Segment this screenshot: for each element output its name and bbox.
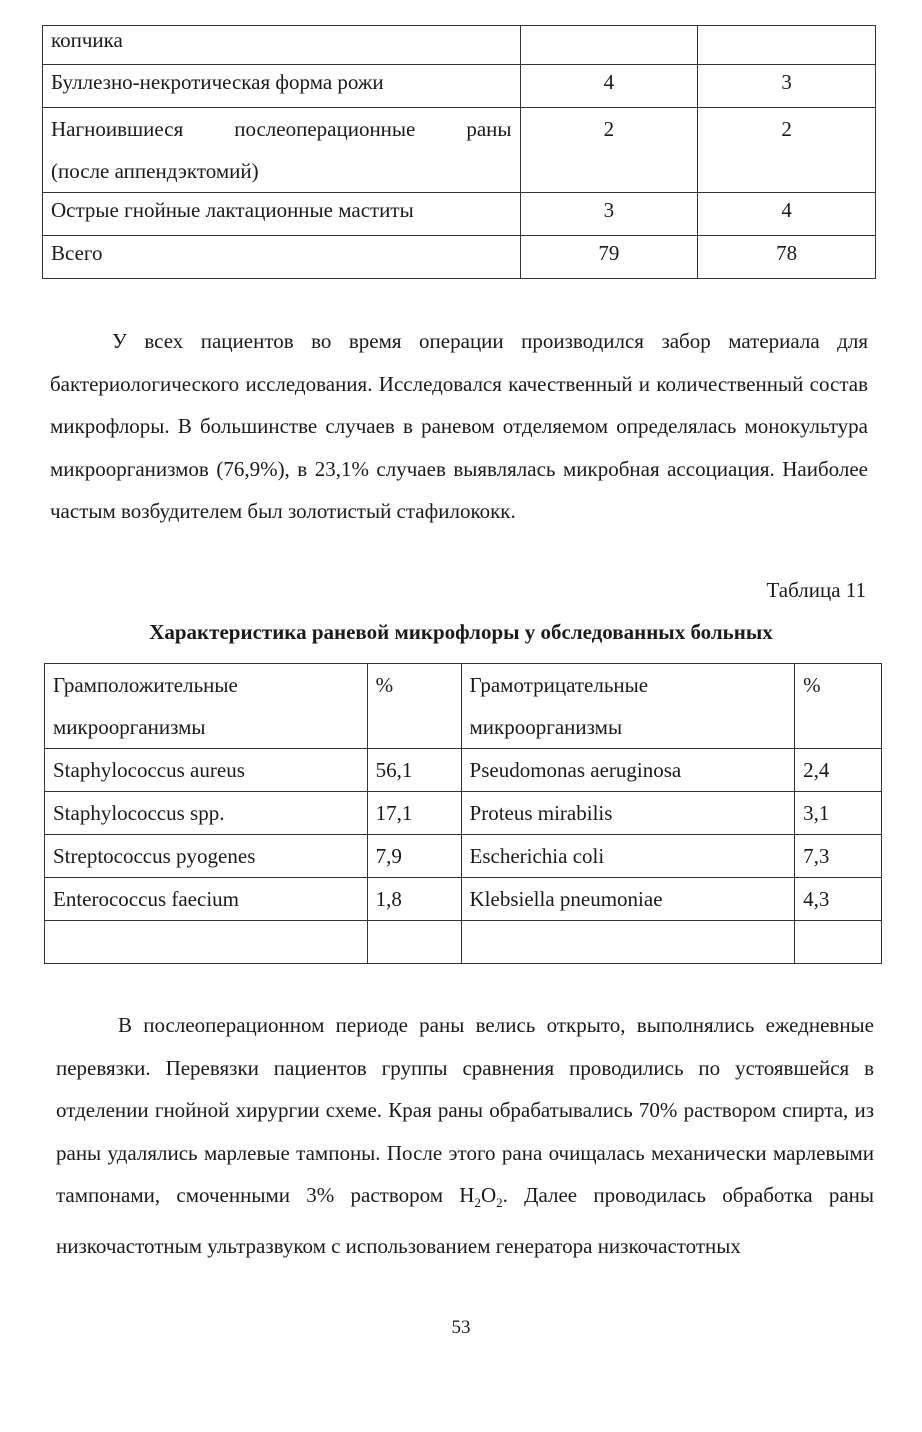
paragraph-text: . Далее проводилась обработка раны низкочастотным ультразвуком с использованием генератора низкочастотных [56,1183,874,1259]
table-cell: 4 [698,193,876,236]
table-cell: 78 [698,236,876,279]
table-number: Таблица 11 [766,578,866,602]
table-cell: 7,9 [367,835,461,878]
table-cell: Enterococcus faecium [45,878,368,921]
header-cell [45,664,368,749]
table-cell: 79 [520,236,698,279]
header-line: Грамотрицательные [469,673,649,697]
table-cell [698,26,876,65]
table-title: Характеристика раневой микрофлоры у обследованных больных [149,620,773,644]
paragraph-text: O [480,1183,497,1208]
table-cell: 3 [698,65,876,108]
table-cell: 7,3 [795,835,882,878]
table-row [45,878,882,921]
table-cell [795,921,882,964]
table-row [43,193,876,236]
table-header-row [45,664,882,749]
table-cell: Staphylococcus aureus [45,749,368,792]
table-cell: Proteus mirabilis [461,792,795,835]
table-cell: 3,1 [795,792,882,835]
table-cell: Staphylococcus spp. [45,792,368,835]
table-cell: Буллезно-некротическая форма рожи [43,65,521,108]
page-number: 53 [451,1317,471,1338]
subscript: 2 [474,1195,481,1211]
paragraph-text: В послеоперационном периоде раны велись открыто, выполнялись ежедневные перевязки. Перевязки пациентов группы сравнения проводились по устоявшейся в отделении гнойной хирургии схеме. Края раны обрабатывались 70% раствором спирта, из раны удалялись марлевые тампоны. После этого рана очищалась механически марлевыми тампонами, смоченными 3% раствором H [56,1013,874,1208]
table-row [43,108,876,193]
table-row [45,921,882,964]
table-cell [43,108,521,193]
table-cell [461,921,795,964]
table-row [43,26,876,65]
body-paragraph [56,1004,874,1268]
microflora-table [44,663,882,964]
header-line: микроорганизмы [53,715,206,739]
table-row [43,65,876,108]
table-row [43,236,876,279]
table-row [45,835,882,878]
subscript: 2 [496,1195,503,1211]
cell-line: Нагноившиеся послеоперационные раны [51,117,512,141]
table-cell: 4,3 [795,878,882,921]
table-cell: 4 [520,65,698,108]
table-cell: копчика [43,26,521,65]
table-cell: Pseudomonas aeruginosa [461,749,795,792]
header-line: микроорганизмы [469,715,623,739]
header-line: Грамположительные [53,673,238,697]
table-cell: 17,1 [367,792,461,835]
header-cell: % [795,664,882,749]
table-row [45,749,882,792]
header-cell: % [367,664,461,749]
table-cell: Klebsiella pneumoniae [461,878,795,921]
table-cell [45,921,368,964]
table-cell: 1,8 [367,878,461,921]
cell-line: (после аппендэктомий) [51,159,259,183]
table-cell [367,921,461,964]
table-cell: Streptococcus pyogenes [45,835,368,878]
header-cell [461,664,795,749]
table-cell: 2,4 [795,749,882,792]
body-paragraph: У всех пациентов во время операции производился забор материала для бактериологического исследования. Исследовался качественный и количественный состав микрофлоры. В большинстве случаев в раневом отделяемом определялась монокультура микроорганизмов (76,9%), в 23,1% случаев выявлялась микробная ассоциация. Наиболее частым возбудителем был золотистый стафилококк. [50,329,868,524]
table-cell: 56,1 [367,749,461,792]
disease-count-table [42,25,876,279]
table-cell: Всего [43,236,521,279]
table-cell [520,26,698,65]
table-cell: 3 [520,193,698,236]
table-row [45,792,882,835]
table-cell: 2 [520,108,698,193]
table-cell: Escherichia coli [461,835,795,878]
table-cell: 2 [698,108,876,193]
table-cell: Острые гнойные лактационные маститы [43,193,521,236]
